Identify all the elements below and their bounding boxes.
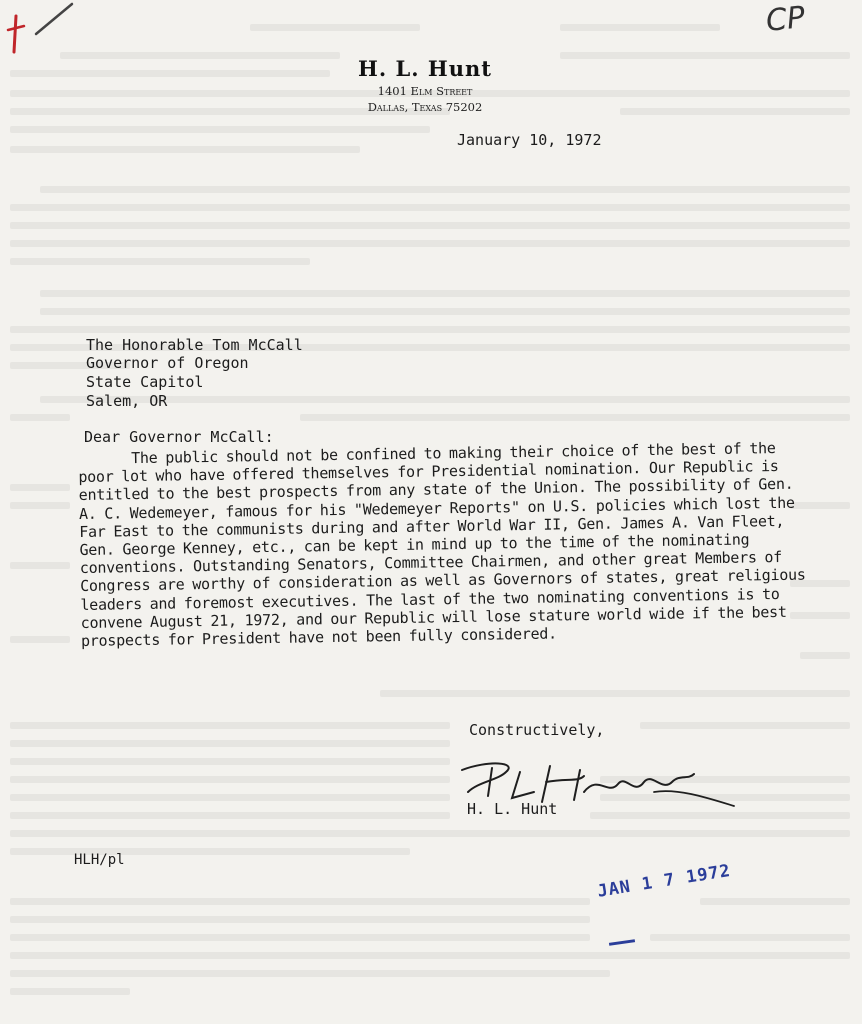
cp-annotation: CP	[764, 0, 807, 39]
closing: Constructively,	[469, 721, 605, 739]
received-date-stamp: JAN 1 7 1972	[596, 860, 733, 902]
recipient-line-2: Governor of Oregon	[86, 354, 249, 372]
stamp-underline	[609, 939, 635, 946]
letter-date: January 10, 1972	[457, 131, 602, 149]
letter-body: The public should not be confined to making their choice of the best of the poor lot who have offered themselves for Presidential nomination. Our Republic is entitled to the best prospects from any state of the Union. The possibility of Gen. A. C. Wedemeyer, famous for his "Wedemeyer Reports" on U.S. policies which lost the Far East to the communists during and after World War II, Gen. James A. Van Fleet, Gen. George Kenney, etc., can be kept in mind up to the time of the nominating conventions. Outstanding Senators, Committee Chairmen, and other great Members of Congress are worthy of consideration as well as Governors of states, great religious leaders and foremost executives. The last of the two nominating conventions is to convene August 21, 1972, and our Republic will lose stature world wide if the best prospects for President have not been fully considered.	[78, 439, 806, 651]
recipient-line-3: State Capitol	[86, 373, 204, 391]
signer-name: H. L. Hunt	[467, 800, 558, 818]
letterhead-street: 1401 Elm Street	[377, 84, 473, 98]
check-mark-annotation	[0, 0, 90, 70]
letterhead-city: Dallas, Texas 75202	[367, 100, 483, 114]
reference-initials: HLH/pl	[74, 852, 125, 868]
recipient-line-4: Salem, OR	[86, 392, 168, 410]
letterhead-name: H. L. Hunt	[358, 56, 492, 81]
salutation: Dear Governor McCall:	[84, 428, 274, 446]
recipient-line-1: The Honorable Tom McCall	[86, 336, 303, 354]
